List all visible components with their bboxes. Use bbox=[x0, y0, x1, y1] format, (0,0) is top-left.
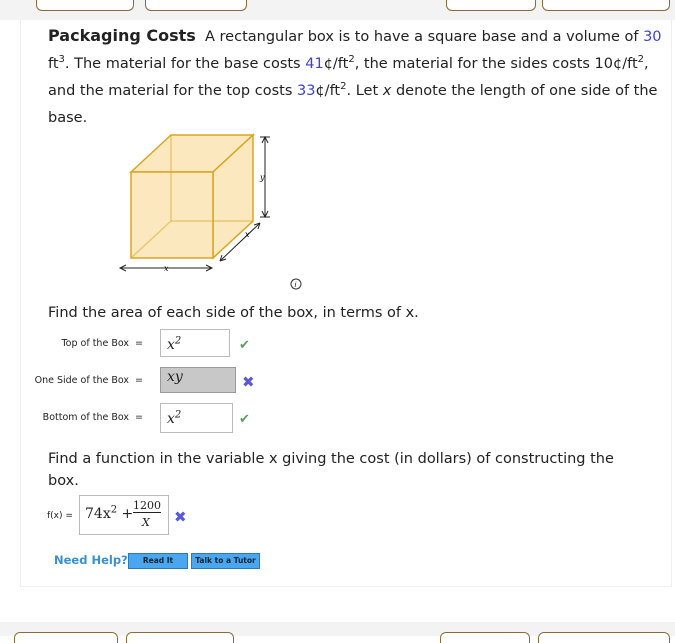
nav-button[interactable] bbox=[446, 0, 536, 11]
bottom-area-input[interactable]: $x^2$ bbox=[160, 403, 233, 433]
y-label: y bbox=[260, 173, 265, 182]
top-area-input[interactable]: $x^2$ bbox=[160, 329, 230, 357]
cross-icon: ✖ bbox=[242, 373, 255, 391]
top-toolbar bbox=[0, 0, 675, 20]
nav-button[interactable] bbox=[440, 632, 530, 643]
depth-label: x bbox=[245, 230, 250, 239]
nav-button[interactable] bbox=[126, 632, 234, 643]
cross-icon: ✖ bbox=[174, 508, 187, 526]
nav-button[interactable] bbox=[542, 0, 670, 11]
side-area-input[interactable]: xy bbox=[160, 367, 236, 393]
problem-title: Packaging Costs bbox=[48, 26, 196, 45]
question-2: Find a function in the variable x giving the cost (in dollars) of constructing the box. bbox=[48, 451, 614, 489]
talk-to-tutor-button[interactable]: Talk to a Tutor bbox=[191, 553, 260, 569]
info-icon[interactable] bbox=[291, 279, 301, 289]
need-help-label: Need Help? bbox=[54, 553, 128, 567]
svg-text:i: i bbox=[294, 281, 297, 289]
nav-button[interactable] bbox=[36, 0, 134, 11]
box-diagram bbox=[110, 125, 310, 295]
nav-button[interactable] bbox=[145, 0, 247, 11]
fx-label: f(x) bbox=[47, 511, 63, 521]
nav-button[interactable] bbox=[14, 632, 118, 643]
read-it-button[interactable]: Read It bbox=[128, 553, 188, 569]
question-1: Find the area of each side of the box, in terms of x. bbox=[48, 305, 419, 321]
check-icon: ✔ bbox=[239, 412, 250, 427]
check-icon: ✔ bbox=[239, 338, 250, 353]
cost-function-input[interactable]: $74x^2$ + 1200 X bbox=[79, 495, 169, 535]
nav-button[interactable] bbox=[538, 632, 670, 643]
cube bbox=[131, 135, 253, 258]
x-label: x bbox=[164, 264, 169, 273]
problem-statement: Packaging Costs A rectangular box is to have a square base and a volume of 30 $ft^3$. The material for the base costs $41¢/ft^2$, the material for the sides costs $10¢/ft^2$, and the material for the top costs $33¢/ft^2$. Let x denote the length of one side of the base. bbox=[48, 26, 662, 126]
